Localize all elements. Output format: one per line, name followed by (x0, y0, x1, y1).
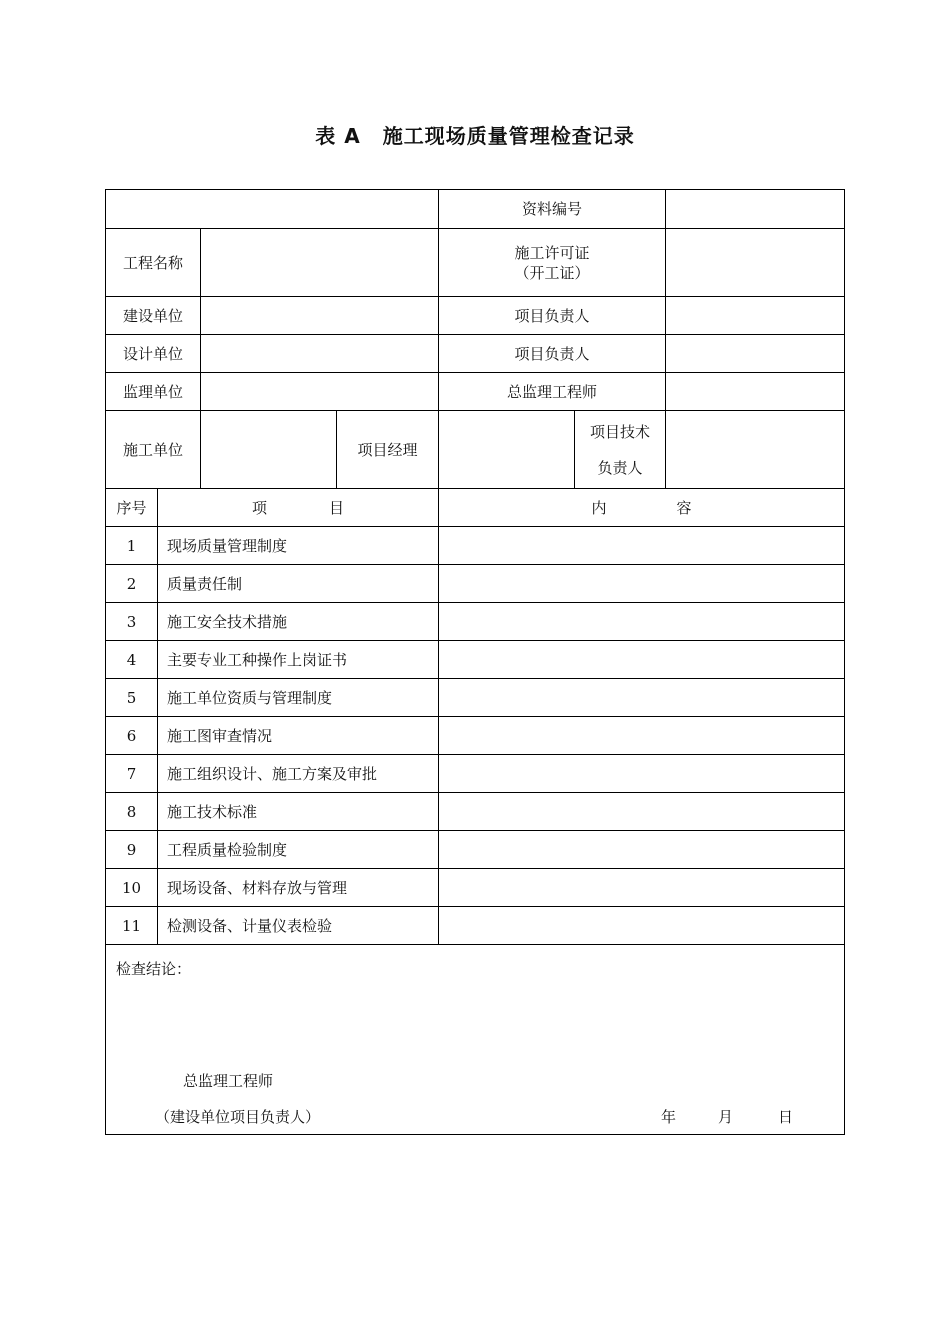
tech-lead-label-line1: 项目技术 (589, 422, 650, 441)
row-item: 施工安全技术措施 (158, 603, 439, 641)
owner-pm-label: 项目负责人 (439, 297, 666, 335)
row-item: 质量责任制 (158, 565, 439, 603)
owner-label: 建设单位 (106, 297, 201, 335)
month-label: 月 (718, 1108, 734, 1126)
designer-label: 设计单位 (106, 335, 201, 373)
col-header-no: 序号 (106, 489, 158, 527)
pm-label: 项目经理 (337, 411, 439, 489)
doc-no-field[interactable] (666, 190, 844, 229)
owner-field[interactable] (201, 297, 439, 335)
chief-engineer-label: 总监理工程师 (439, 373, 666, 411)
table-code: 表 A (315, 124, 361, 148)
row-content-field[interactable] (439, 717, 844, 755)
designer-pm-field[interactable] (666, 335, 844, 373)
supervisor-field[interactable] (201, 373, 439, 411)
col-header-content (439, 489, 844, 527)
col-header-item (158, 489, 439, 527)
contractor-field[interactable] (201, 411, 337, 489)
row-number: 5 (106, 679, 158, 717)
col-header-content-char2: 容 (676, 498, 692, 517)
row-item: 检测设备、计量仪表检验 (158, 907, 439, 945)
row-item: 现场质量管理制度 (158, 527, 439, 565)
col-header-item-char1: 项 (251, 498, 267, 517)
row-number: 6 (106, 717, 158, 755)
signer-label: 总监理工程师 (183, 1072, 274, 1090)
tech-lead-field[interactable] (666, 411, 844, 489)
conclusion-block (106, 948, 844, 1134)
row-number: 11 (106, 907, 158, 945)
row-content-field[interactable] (439, 603, 844, 641)
row-content-field[interactable] (439, 831, 844, 869)
row-content-field[interactable] (439, 793, 844, 831)
row-content-field[interactable] (439, 565, 844, 603)
project-name-label: 工程名称 (106, 229, 201, 297)
row-number: 2 (106, 565, 158, 603)
designer-field[interactable] (201, 335, 439, 373)
row-number: 10 (106, 869, 158, 907)
row-number: 8 (106, 793, 158, 831)
row-number: 1 (106, 527, 158, 565)
permit-label (439, 229, 666, 297)
row-number: 4 (106, 641, 158, 679)
supervisor-label: 监理单位 (106, 373, 201, 411)
row-content-field[interactable] (439, 907, 844, 945)
row-number: 7 (106, 755, 158, 793)
tech-lead-label-line2: 负责人 (597, 458, 643, 477)
row-item: 工程质量检验制度 (158, 831, 439, 869)
contractor-label: 施工单位 (106, 411, 201, 489)
row-number: 9 (106, 831, 158, 869)
row-item: 施工单位资质与管理制度 (158, 679, 439, 717)
row-item: 施工组织设计、施工方案及审批 (158, 755, 439, 793)
tech-lead-label (575, 411, 666, 489)
permit-field[interactable] (666, 229, 844, 297)
page-title (0, 120, 950, 149)
doc-no-label: 资料编号 (439, 190, 666, 229)
blank-header-cell[interactable] (106, 190, 439, 229)
row-content-field[interactable] (439, 869, 844, 907)
chief-engineer-field[interactable] (666, 373, 844, 411)
row-content-field[interactable] (439, 755, 844, 793)
row-content-field[interactable] (439, 641, 844, 679)
row-item: 主要专业工种操作上岗证书 (158, 641, 439, 679)
row-item: 现场设备、材料存放与管理 (158, 869, 439, 907)
inspection-form-table (105, 189, 845, 1135)
pm-field[interactable] (439, 411, 575, 489)
day-label: 日 (778, 1108, 794, 1126)
permit-label-line2: （开工证） (514, 263, 590, 282)
permit-label-line1: 施工许可证 (514, 243, 590, 262)
row-content-field[interactable] (439, 527, 844, 565)
signer-alt-label: （建设单位项目负责人） (155, 1108, 321, 1126)
table-title: 施工现场质量管理检查记录 (382, 124, 635, 148)
col-header-item-char2: 目 (329, 498, 345, 517)
conclusion-label: 检查结论： (116, 960, 192, 978)
year-label: 年 (661, 1108, 677, 1126)
owner-pm-field[interactable] (666, 297, 844, 335)
row-item: 施工技术标准 (158, 793, 439, 831)
row-number: 3 (106, 603, 158, 641)
row-content-field[interactable] (439, 679, 844, 717)
project-name-field[interactable] (201, 229, 439, 297)
row-item: 施工图审查情况 (158, 717, 439, 755)
col-header-content-char1: 内 (591, 498, 607, 517)
designer-pm-label: 项目负责人 (439, 335, 666, 373)
